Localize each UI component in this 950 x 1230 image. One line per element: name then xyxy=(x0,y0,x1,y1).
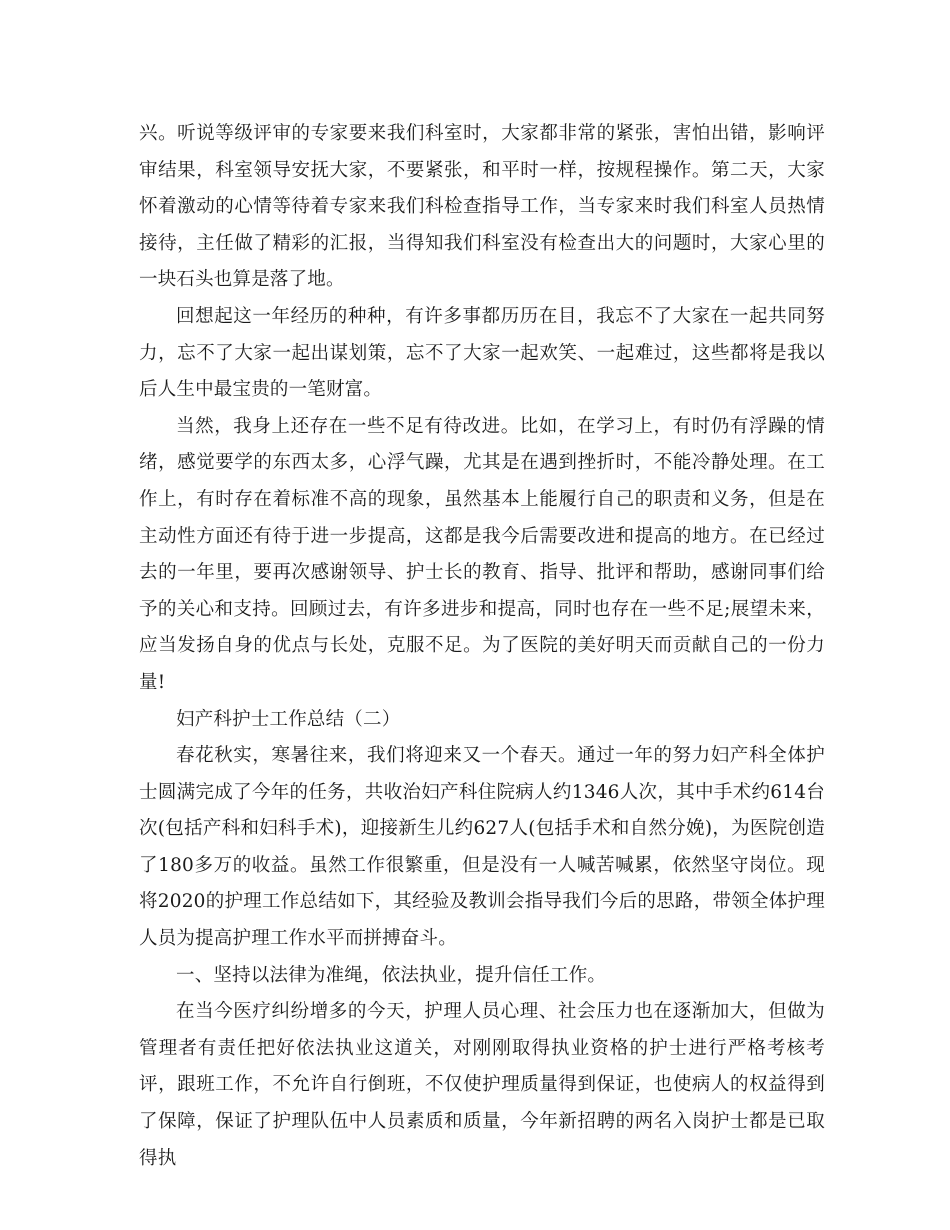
paragraph: 在当今医疗纠纷增多的今天，护理人员心理、社会压力也在逐渐加大，但做为管理者有责任把好依法执业这道关，对刚刚取得执业资格的护士进行严格考核考评，跟班工作，不允许自行倒班，不仅使护理质量得到保证，也使病人的权益得到了保障，保证了护理队伍中人员素质和质量，今年新招聘的两名入岗护士都是已取得执 xyxy=(139,1001,825,1169)
section-title: 妇产科护士工作总结（二） xyxy=(176,708,401,730)
paragraph: 回想起这一年经历的种种，有许多事都历历在目，我忘不了大家在一起共同努力，忘不了大家一起出谋划策，忘不了大家一起欢笑、一起难过，这些都将是我以后人生中最宝贵的一笔财富。 xyxy=(139,305,825,401)
document-page xyxy=(139,116,825,1177)
paragraph: 兴。听说等级评审的专家要来我们科室时，大家都非常的紧张，害怕出错，影响评审结果，科室领导安抚大家，不要紧张，和平时一样，按规程操作。第二天，大家怀着激动的心情等待着专家来我们科检查指导工作，当专家来时我们科室人员热情接待，主任做了精彩的汇报，当得知我们科室没有检查出大的问题时，大家心里的一块石头也算是落了地。 xyxy=(139,123,825,291)
paragraph: 春花秋实，寒暑往来，我们将迎来又一个春天。通过一年的努力妇产科全体护士圆满完成了今年的任务，共收治妇产科住院病人约1346人次，其中手术约614台次(包括产科和妇科手术)，迎接新生儿约627人(包括手术和自然分娩)，为医院创造了180多万的收益。虽然工作很繁重，但是没有一人喊苦喊累，依然坚守岗位。现将2020的护理工作总结如下，其经验及教训会指导我们今后的思路，带领全体护理人员为提高护理工作水平而拼搏奋斗。 xyxy=(139,745,825,950)
section-heading: 一、坚持以法律为准绳，依法执业，提升信任工作。 xyxy=(176,964,607,986)
paragraph: 当然，我身上还存在一些不足有待改进。比如，在学习上，有时仍有浮躁的情绪，感觉要学的东西太多，心浮气躁，尤其是在遇到挫折时，不能冷静处理。在工作上，有时存在着标准不高的现象，虽然基本上能履行自己的职责和义务，但是在主动性方面还有待于进一步提高，这都是我今后需要改进和提高的地方。在已经过去的一年里，要再次感谢领导、护士长的教育、指导、批评和帮助，感谢同事们给予的关心和支持。回顾过去，有许多进步和提高，同时也存在一些不足;展望未来，应当发扬自身的优点与长处，克服不足。为了医院的美好明天而贡献自己的一份力量! xyxy=(139,415,825,693)
